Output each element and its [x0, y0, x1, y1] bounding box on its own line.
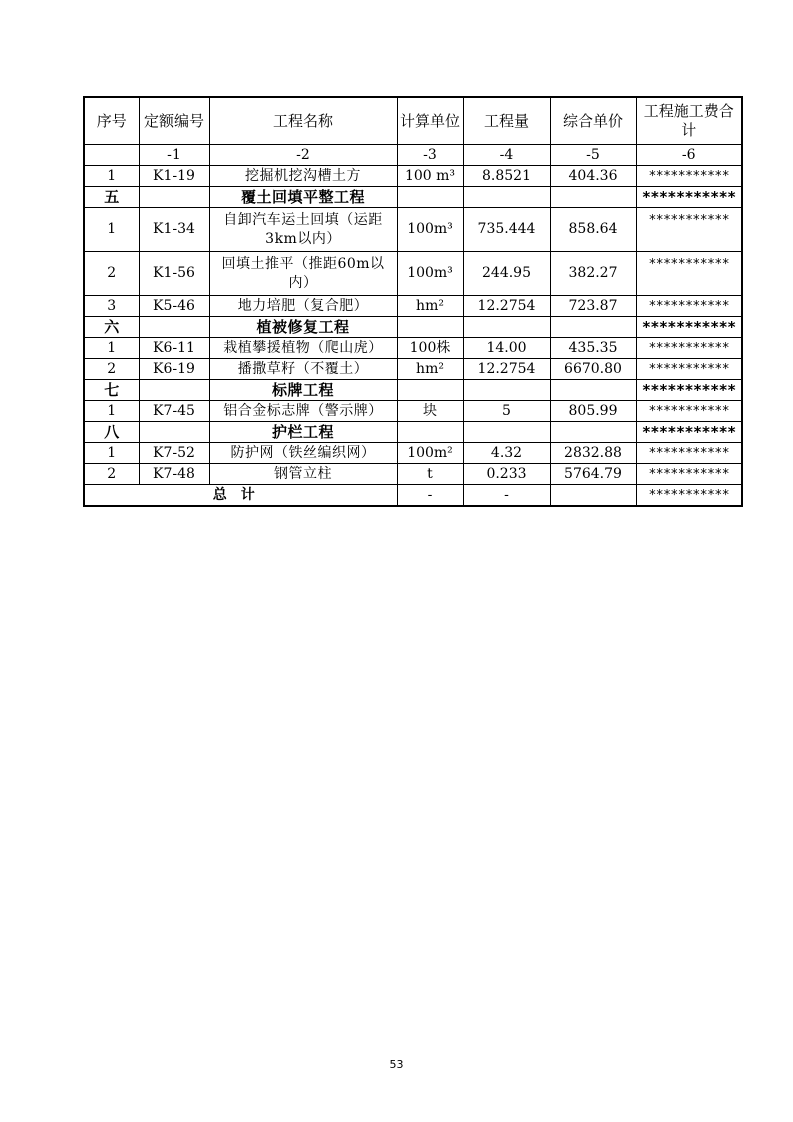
cell-qty: 4.32 [463, 443, 550, 464]
cell-total: *********** [636, 443, 742, 464]
cell-seq: 2 [84, 359, 139, 380]
cell-code: K7-45 [139, 401, 209, 422]
index-blank [84, 145, 139, 166]
cell-unit: hm² [397, 296, 463, 317]
cell-price: 5764.79 [550, 464, 636, 485]
header-row [84, 97, 742, 145]
header-seq: 序号 [84, 97, 139, 145]
cell-qty: 14.00 [463, 338, 550, 359]
cell-total: *********** [636, 166, 742, 187]
cost-table [83, 96, 743, 507]
cell-price: 858.64 [550, 208, 636, 252]
cell-unit [397, 380, 463, 401]
cell-name: 播撒草籽（不覆土） [209, 359, 397, 380]
cell-qty [463, 317, 550, 338]
cell-code: K5-46 [139, 296, 209, 317]
cell-qty: 12.2754 [463, 359, 550, 380]
cell-code [139, 380, 209, 401]
cell-code: K6-19 [139, 359, 209, 380]
cell-name: 自卸汽车运土回填（运距3km以内） [209, 208, 397, 252]
cell-qty [463, 187, 550, 208]
table-body [84, 97, 742, 506]
cell-code [139, 187, 209, 208]
cell-name: 标牌工程 [209, 380, 397, 401]
cell-seq: 六 [84, 317, 139, 338]
table-row [84, 338, 742, 359]
cell-unit [397, 422, 463, 443]
header-qty: 工程量 [463, 97, 550, 145]
cell-seq: 1 [84, 443, 139, 464]
cell-qty: 244.95 [463, 252, 550, 296]
table-row [84, 208, 742, 252]
cell-unit: 100m³ [397, 252, 463, 296]
cell-unit: 100m³ [397, 208, 463, 252]
cell-seq: 1 [84, 338, 139, 359]
cell-unit: 块 [397, 401, 463, 422]
header-name: 工程名称 [209, 97, 397, 145]
cell-code: K1-19 [139, 166, 209, 187]
cell-seq: 1 [84, 401, 139, 422]
total-price [550, 485, 636, 507]
cell-unit [397, 317, 463, 338]
cell-name: 防护网（铁丝编织网） [209, 443, 397, 464]
index-cell: -4 [463, 145, 550, 166]
cell-name: 铝合金标志牌（警示牌） [209, 401, 397, 422]
cell-qty: 5 [463, 401, 550, 422]
cell-total: *********** [636, 359, 742, 380]
section-row [84, 422, 742, 443]
cell-unit: hm² [397, 359, 463, 380]
cell-name: 护栏工程 [209, 422, 397, 443]
cell-unit: 100株 [397, 338, 463, 359]
total-row [84, 485, 742, 507]
cell-total: *********** [636, 187, 742, 208]
section-row [84, 187, 742, 208]
cell-name: 覆土回填平整工程 [209, 187, 397, 208]
cell-seq: 2 [84, 464, 139, 485]
cell-total: *********** [636, 296, 742, 317]
cell-qty: 735.444 [463, 208, 550, 252]
cell-name: 栽植攀援植物（爬山虎） [209, 338, 397, 359]
total-value: *********** [636, 485, 742, 507]
header-total: 工程施工费合计 [636, 97, 742, 145]
table-row [84, 443, 742, 464]
cell-seq: 七 [84, 380, 139, 401]
cell-total: *********** [636, 401, 742, 422]
cell-unit: 100m² [397, 443, 463, 464]
cell-price: 382.27 [550, 252, 636, 296]
cell-code [139, 317, 209, 338]
cell-seq: 1 [84, 166, 139, 187]
cell-price: 723.87 [550, 296, 636, 317]
cell-name: 回填土推平（推距60m以内） [209, 252, 397, 296]
total-unit: - [397, 485, 463, 507]
cell-price [550, 380, 636, 401]
cell-price: 404.36 [550, 166, 636, 187]
table-row [84, 401, 742, 422]
cell-price: 805.99 [550, 401, 636, 422]
table-row [84, 252, 742, 296]
section-row [84, 380, 742, 401]
cell-seq: 五 [84, 187, 139, 208]
cell-code [139, 422, 209, 443]
cell-price [550, 187, 636, 208]
cell-total: *********** [636, 317, 742, 338]
cell-name: 挖掘机挖沟槽土方 [209, 166, 397, 187]
cell-code: K7-52 [139, 443, 209, 464]
cell-unit [397, 187, 463, 208]
total-qty: - [463, 485, 550, 507]
cell-total: *********** [636, 464, 742, 485]
page-number: 53 [389, 1058, 404, 1071]
cell-qty: 8.8521 [463, 166, 550, 187]
cell-code: K1-34 [139, 208, 209, 252]
cell-seq: 八 [84, 422, 139, 443]
total-label: 总计 [84, 485, 397, 507]
header-unit: 计算单位 [397, 97, 463, 145]
index-cell: -6 [636, 145, 742, 166]
cell-total: *********** [636, 338, 742, 359]
cell-code: K6-11 [139, 338, 209, 359]
cell-price: 6670.80 [550, 359, 636, 380]
index-cell: -2 [209, 145, 397, 166]
cell-qty: 12.2754 [463, 296, 550, 317]
index-cell: -3 [397, 145, 463, 166]
index-cell: -1 [139, 145, 209, 166]
cell-unit: 100 m³ [397, 166, 463, 187]
cell-unit: t [397, 464, 463, 485]
cell-qty: 0.233 [463, 464, 550, 485]
cell-seq: 3 [84, 296, 139, 317]
cell-name: 地力培肥（复合肥） [209, 296, 397, 317]
cell-code: K1-56 [139, 252, 209, 296]
cell-price [550, 422, 636, 443]
table-row [84, 296, 742, 317]
cell-total: *********** [636, 208, 742, 252]
cell-price: 2832.88 [550, 443, 636, 464]
cell-qty [463, 422, 550, 443]
cell-price [550, 317, 636, 338]
table-row [84, 166, 742, 187]
index-cell: -5 [550, 145, 636, 166]
cell-name: 钢管立柱 [209, 464, 397, 485]
header-price: 综合单价 [550, 97, 636, 145]
section-row [84, 317, 742, 338]
cell-total: *********** [636, 380, 742, 401]
cell-code: K7-48 [139, 464, 209, 485]
cell-total: *********** [636, 252, 742, 296]
cell-price: 435.35 [550, 338, 636, 359]
table-row [84, 359, 742, 380]
cell-total: *********** [636, 422, 742, 443]
cell-seq: 1 [84, 208, 139, 252]
table-row [84, 464, 742, 485]
cell-name: 植被修复工程 [209, 317, 397, 338]
cell-seq: 2 [84, 252, 139, 296]
cell-qty [463, 380, 550, 401]
header-code: 定额编号 [139, 97, 209, 145]
index-row [84, 145, 742, 166]
